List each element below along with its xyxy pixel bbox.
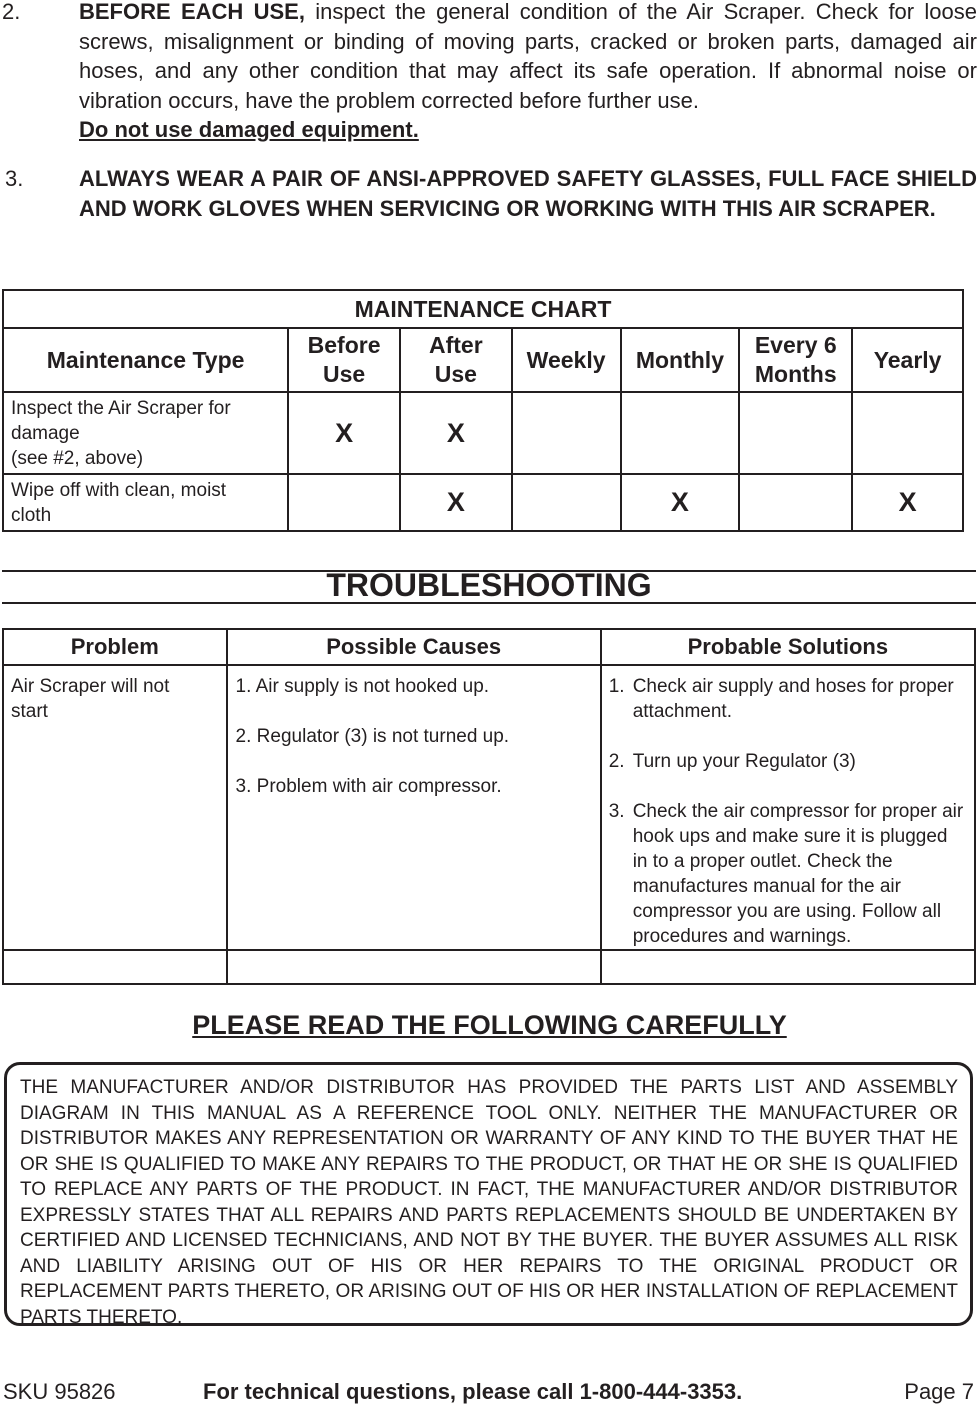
- item-2-warning: Do not use damaged equipment.: [79, 117, 419, 142]
- list-item: 2. Turn up your Regulator (3): [608, 751, 856, 772]
- row-description: Wipe off with clean, moist cloth: [3, 474, 288, 531]
- list-item: 3. Problem with air compressor.: [235, 776, 502, 797]
- list-item: 2. Regulator (3) is not turned up.: [235, 726, 510, 747]
- item-2-paragraph: [79, 0, 977, 145]
- maintenance-chart-title: MAINTENANCE CHART: [3, 290, 963, 328]
- header-every-6-months: Every 6 Months: [739, 328, 852, 392]
- header-problem: Problem: [3, 629, 227, 665]
- problem-cell: Air Scraper will not start: [3, 665, 227, 950]
- header-probable-solutions: Probable Solutions: [601, 629, 975, 665]
- troubleshooting-title: TROUBLESHOOTING: [326, 567, 652, 603]
- cell-after-use: X: [400, 474, 512, 531]
- item-2-lead: BEFORE EACH USE,: [79, 0, 305, 24]
- cell-before-use: X: [288, 392, 400, 474]
- table-row: [3, 392, 963, 474]
- item-3-paragraph: ALWAYS WEAR A PAIR OF ANSI-APPROVED SAFETY GLASSES, FULL FACE SHIELD AND WORK GLOVES WHEN SERVICING OR WORKING WITH THIS AIR SCRAPER.: [79, 166, 977, 221]
- footer-page-number: Page 7: [904, 1379, 974, 1404]
- cell-weekly: [512, 474, 621, 531]
- item-2-text: inspect the general condition of the Air Scraper. Check for loose screws, misalignment or binding of moving parts, cracked or broken parts, damaged air hoses, and any other condition that may affect its safe operation. If abnormal noise or vibration occurs, have the problem corrected before further use.: [79, 0, 977, 113]
- footer-contact: For technical questions, please call 1-800-444-3353.: [203, 1379, 743, 1404]
- cell-after-use: X: [400, 392, 512, 474]
- empty-cell: [227, 950, 601, 984]
- table-row: [3, 950, 975, 984]
- cell-before-use: [288, 474, 400, 531]
- footer-sku: SKU 95826: [3, 1379, 116, 1404]
- header-weekly: Weekly: [512, 328, 621, 392]
- disclaimer-text: THE MANUFACTURER AND/OR DISTRIBUTOR HAS PROVIDED THE PARTS LIST AND ASSEMBLY DIAGRAM IN THIS MANUAL AS A REFERENCE TOOL ONLY. NEITHER THE MANUFACTURER OR DISTRIBUTOR MAKES ANY REPRESENTATION OR WARRANTY OF ANY KIND TO THE BUYER THAT HE OR SHE IS QUALIFIED TO MAKE ANY REPAIRS TO THE PRODUCT, OR THAT HE OR SHE IS QUALIFIED TO REPLACE ANY PARTS OF THE PRODUCT. IN FACT, THE MANUFACTURER AND/OR DISTRIBUTOR EXPRESSLY STATES THAT ALL REPAIRS AND PARTS REPLACEMENTS SHOULD BE UNDERTAKEN BY CERTIFIED AND LICENSED TECHNICIANS, AND NOT BY THE BUYER. THE BUYER ASSUMES ALL RISK AND LIABILITY ARISING OUT OF HIS OR HER REPAIRS TO THE ORIGINAL PRODUCT OR REPLACEMENT PARTS THERETO, OR ARISING OUT OF HIS OR HER INSTALLATION OF REPLACEMENT PARTS THERETO.: [20, 1077, 958, 1328]
- empty-cell: [601, 950, 975, 984]
- header-monthly: Monthly: [621, 328, 740, 392]
- cell-every-6-months: [739, 474, 852, 531]
- disclaimer-box: [4, 1062, 973, 1326]
- list-item: 3. Check the air compressor for proper air hook ups and make sure it is plugged in to a proper outlet. Check the manufactures manual for the air compressor you are using. Follow all procedures and warnings.: [608, 801, 964, 947]
- cell-every-6-months: [739, 392, 852, 474]
- divider: [2, 602, 976, 604]
- item-2-number: 2.: [2, 0, 21, 24]
- header-after-use: After Use: [400, 328, 512, 392]
- causes-cell: [227, 665, 601, 950]
- cell-monthly: X: [621, 474, 740, 531]
- solutions-cell: [601, 665, 975, 950]
- row-description: Inspect the Air Scraper for damage (see #2, above): [3, 392, 288, 474]
- list-item: 1. Check air supply and hoses for proper attachment.: [608, 676, 954, 722]
- empty-cell: [3, 950, 227, 984]
- troubleshooting-table: [2, 628, 976, 985]
- table-row: [3, 665, 975, 950]
- item-3-number: 3.: [5, 166, 24, 191]
- header-yearly: Yearly: [852, 328, 963, 392]
- header-maintenance-type: Maintenance Type: [3, 328, 288, 392]
- cell-yearly: [852, 392, 963, 474]
- header-possible-causes: Possible Causes: [227, 629, 601, 665]
- table-row: [3, 474, 963, 531]
- cell-weekly: [512, 392, 621, 474]
- cell-monthly: [621, 392, 740, 474]
- cell-yearly: X: [852, 474, 963, 531]
- maintenance-chart: [2, 289, 964, 532]
- header-before-use: Before Use: [288, 328, 400, 392]
- notice-title: PLEASE READ THE FOLLOWING CAREFULLY: [192, 1010, 787, 1040]
- list-item: 1. Air supply is not hooked up.: [235, 676, 490, 697]
